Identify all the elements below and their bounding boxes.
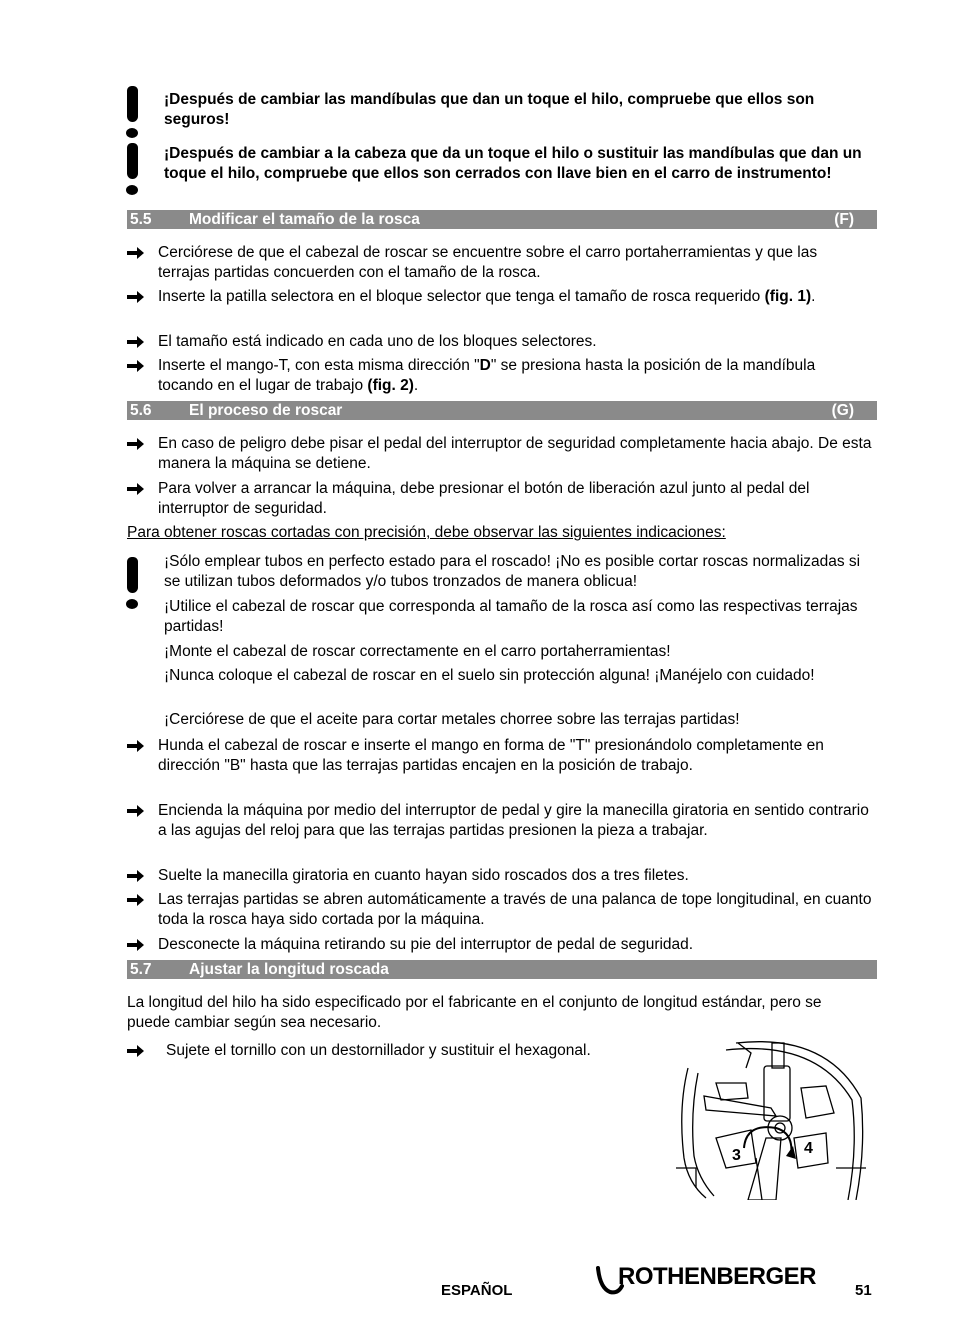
section-figure-ref: (G) <box>831 402 854 419</box>
arrow-bullet-icon <box>127 356 149 373</box>
brand-name: ROTHENBERGER <box>618 1263 817 1290</box>
section-heading-5-6 <box>127 401 877 420</box>
arrow-bullet-icon <box>127 332 149 349</box>
list-item: Cerciórese de que el cabezal de roscar se encuentre sobre el carro portaherramientas y que las terrajas partidas concuerden con el tamaño de la rosca. <box>127 243 872 283</box>
warning-icon <box>126 86 140 138</box>
section-title: Modificar el tamaño de la rosca <box>189 211 420 228</box>
section-number: 5.7 <box>130 961 152 978</box>
warning-text: ¡Utilice el cabezal de roscar que corresponda al tamaño de la rosca así como las respectivas terrajas partidas! <box>164 598 858 635</box>
thread-length-figure <box>676 1038 866 1200</box>
figure-label-right: 4 <box>804 1140 813 1157</box>
precision-intro: Para obtener roscas cortadas con precisión, debe observar las siguientes indicaciones: <box>127 524 726 541</box>
list-item: Sujete el tornillo con un destornillador y sustituir el hexagonal. <box>127 1041 667 1061</box>
list-item: El tamaño está indicado en cada uno de los bloques selectores. <box>127 332 872 352</box>
list-item: Inserte el mango-T, con esta misma dirección "D" se presiona hasta la posición de la mandíbula tocando en el lugar de trabajo (fig. 2). <box>127 356 872 396</box>
arrow-bullet-icon <box>127 1041 149 1058</box>
section-heading-5-7 <box>127 960 877 979</box>
arrow-bullet-icon <box>127 890 149 907</box>
list-item: En caso de peligro debe pisar el pedal del interruptor de seguridad completamente hacia abajo. De esta manera la máquina se detiene. <box>127 434 872 474</box>
section-title: Ajustar la longitud roscada <box>189 961 389 978</box>
section-number: 5.5 <box>130 211 152 228</box>
list-item: Para volver a arrancar la máquina, debe presionar el botón de liberación azul junto al pedal del interruptor de seguridad. <box>127 479 872 519</box>
arrow-bullet-icon <box>127 736 149 753</box>
section-number: 5.6 <box>130 402 152 419</box>
warning-text: ¡Cerciórese de que el aceite para cortar metales chorree sobre las terrajas partidas! <box>164 711 740 728</box>
brand-logo <box>596 1262 836 1298</box>
arrow-bullet-icon <box>127 434 149 451</box>
warning-text: ¡Después de cambiar las mandíbulas que dan un toque el hilo, compruebe que ellos son seguros! <box>164 91 815 128</box>
figure-label-left: 3 <box>732 1147 741 1164</box>
arrow-bullet-icon <box>127 801 149 818</box>
arrow-bullet-icon <box>127 866 149 883</box>
warning-text: ¡Monte el cabezal de roscar correctamente en el carro portaherramientas! <box>164 643 671 660</box>
list-item: Desconecte la máquina retirando su pie del interruptor de pedal de seguridad. <box>127 935 872 955</box>
list-item: Suelte la manecilla giratoria en cuanto hayan sido roscados dos a tres filetes. <box>127 866 872 886</box>
footer-language: ESPAÑOL <box>441 1282 513 1299</box>
section-title: El proceso de roscar <box>189 402 343 419</box>
page-number: 51 <box>855 1282 872 1299</box>
arrow-bullet-icon <box>127 935 149 952</box>
arrow-bullet-icon <box>127 479 149 496</box>
warning-text: ¡Nunca coloque el cabezal de roscar en el suelo sin protección alguna! ¡Manéjelo con cuidado! <box>164 667 815 684</box>
section-paragraph: La longitud del hilo ha sido especificado por el fabricante en el conjunto de longitud estándar, pero se puede cambiar según sea necesario. <box>127 994 822 1031</box>
figure-illustration <box>676 1038 866 1200</box>
warning-icon <box>126 143 140 195</box>
list-item: Las terrajas partidas se abren automáticamente a través de una palanca de tope longitudinal, en cuanto toda la rosca haya sido cortada por la máquina. <box>127 890 872 930</box>
warning-text: ¡Sólo emplear tubos en perfecto estado para el roscado! ¡No es posible cortar roscas normalizadas si se utilizan tubos deformados y/o tubos tronzados de manera oblicua! <box>164 553 861 590</box>
arrow-bullet-icon <box>127 243 149 260</box>
section-heading-5-5 <box>127 210 877 229</box>
warning-text: ¡Después de cambiar a la cabeza que da un toque el hilo o sustituir las mandíbulas que dan un toque el hilo, compruebe que ellos son cerrados con llave bien en el carro de instrumento! <box>164 145 862 182</box>
list-item: Hunda el cabezal de roscar e inserte el mango en forma de "T" presionándolo completamente en dirección "B" hasta que las terrajas partidas encajen en la posición de trabajo. <box>127 736 872 776</box>
section-figure-ref: (F) <box>834 211 854 228</box>
warning-icon <box>126 557 140 609</box>
list-item: Encienda la máquina por medio del interruptor de pedal y gire la manecilla giratoria en sentido contrario a las agujas del reloj para que las terrajas partidas presionen la pieza a trabajar. <box>127 801 872 841</box>
arrow-bullet-icon <box>127 287 149 304</box>
list-item: Inserte la patilla selectora en el bloque selector que tenga el tamaño de rosca requerido (fig. 1). <box>127 287 872 307</box>
